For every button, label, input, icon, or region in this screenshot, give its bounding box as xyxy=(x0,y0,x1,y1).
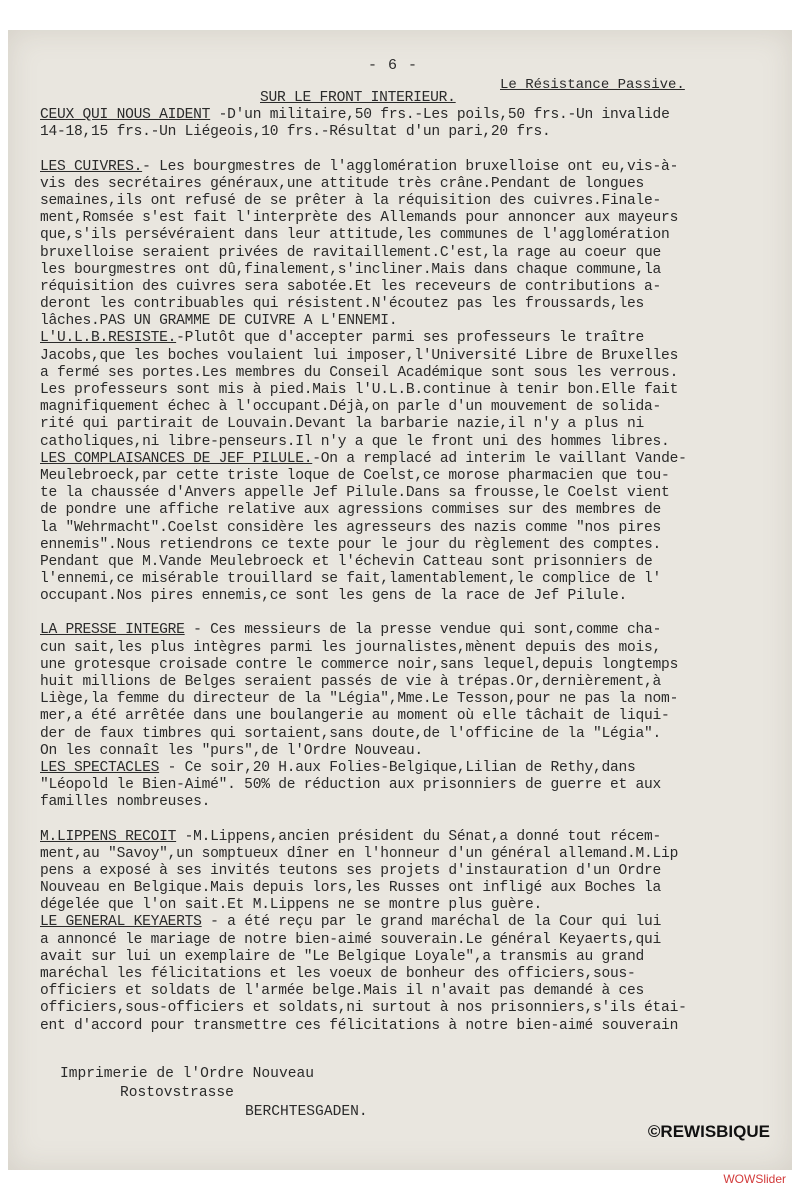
text-line: que,s'ils persévéraient dans leur attitude,les communes de l'agglomération xyxy=(40,227,670,244)
section-heading: LA PRESSE INTEGRE xyxy=(40,622,185,639)
text-line: ment,Romsée s'est fait l'interprète des Allemands pour annoncer aux mayeurs xyxy=(40,210,679,227)
text-line: L'U.L.B.RESISTE.-Plutôt que d'accepter parmi ses professeurs le traître xyxy=(40,330,645,347)
text-line: LA PRESSE INTEGRE - Ces messieurs de la presse vendue qui sont,comme cha- xyxy=(40,622,662,639)
text-line: occupant.Nos pires ennemis,ce sont les gens de la race de Jef Pilule. xyxy=(40,588,628,605)
text-line: Nouveau en Belgique.Mais depuis lors,les Russes ont infligé aux Boches la xyxy=(40,880,662,897)
section-heading: M.LIPPENS RECOIT xyxy=(40,828,177,845)
text-line: huit millions de Belges seraient passés de vie à trépas.Or,dernièrement,à xyxy=(40,674,662,690)
text-line: ent d'accord pour transmettre ces félicitations à notre bien-aimé souverain xyxy=(40,1017,679,1034)
section-heading: SUR LE FRONT INTERIEUR. xyxy=(260,90,456,106)
text-line: LES CUIVRES.- Les bourgmestres de l'agglomération bruxelloise ont eu,vis-à- xyxy=(40,158,679,175)
document-body xyxy=(40,90,770,1035)
imprint-block xyxy=(60,1065,368,1122)
text-line: catholiques,ni libre-penseurs.Il n'y a que le front uni des hommes libres. xyxy=(40,433,670,450)
paragraph-gap xyxy=(40,812,770,829)
section-heading: L'U.L.B.RESISTE. xyxy=(40,330,177,347)
text-line: deront les contribuables qui résistent.N'écoutez pas les froussards,les xyxy=(40,296,645,313)
text-line: ment,au "Savoy",un somptueux dîner en l'honneur d'un général allemand.M.Lip xyxy=(40,845,679,862)
text-line: "Léopold le Bien-Aimé". 50% de réduction aux prisonniers de guerre et aux xyxy=(40,777,662,794)
text-line: LE GENERAL KEYAERTS - a été reçu par le grand maréchal de la Cour qui lui xyxy=(40,914,662,931)
text-line: dégelée que l'on sait.Et M.Lippens ne se montre plus guère. xyxy=(40,897,542,914)
publication-title: Le Résistance Passive. xyxy=(500,77,685,93)
section-title xyxy=(40,90,770,107)
text-line: les bourgmestres ont dû,finalement,s'incliner.Mais dans chaque commune,la xyxy=(40,261,662,278)
text-line: familles nombreuses. xyxy=(40,794,211,811)
text-line: ennemis".Nous retiendrons ce texte pour le jour du règlement des comptes. xyxy=(40,536,662,553)
text-line: te la chaussée d'Anvers appelle Jef Pilule.Dans sa frousse,le Coelst vient xyxy=(40,485,670,502)
text-line: maréchal les félicitations et les voeux de bonheur des officiers,sous- xyxy=(40,966,636,982)
text-line: mer,a été arrêtée dans une boulangerie au moment où elle tâchait de liqui- xyxy=(40,708,670,725)
text-line: LES SPECTACLES - Ce soir,20 H.aux Folies-Belgique,Lilian de Rethy,dans xyxy=(40,759,636,776)
text-line: cun sait,les plus intègres parmi les journalistes,mènent depuis des mois, xyxy=(40,639,662,656)
text-line: Les professeurs sont mis à pied.Mais l'U.L.B.continue à tenir bon.Elle fait xyxy=(40,382,679,398)
imprint-line: Imprimerie de l'Ordre Nouveau xyxy=(60,1066,314,1082)
text-line: Pendant que M.Vande Meulebroeck et l'échevin Catteau sont prisonniers de xyxy=(40,553,653,570)
text-line: Jacobs,que les boches voulaient lui imposer,l'Université Libre de Bruxelles xyxy=(40,347,679,364)
text-line: officiers,sous-officiers et soldats,ni surtout à nos prisonniers,s'ils étai- xyxy=(40,1000,687,1017)
page-number: - 6 - xyxy=(368,57,419,74)
section-heading: LES CUIVRES. xyxy=(40,158,143,175)
section-heading: LE GENERAL KEYAERTS xyxy=(40,914,202,931)
text-line: une grotesque croisade contre le commerce noir,sans lequel,depuis longtemps xyxy=(40,656,679,673)
section-heading: CEUX QUI NOUS AIDENT xyxy=(40,107,211,124)
text-line: magnifiquement échec à l'occupant.Déjà,on parle d'un mouvement de solida- xyxy=(40,399,662,416)
text-line: On les connaît les "purs",de l'Ordre Nouveau. xyxy=(40,742,423,759)
text-line: réquisition des cuivres sera sabotée.Et les receveurs de contributions a- xyxy=(40,278,662,295)
page-header xyxy=(0,55,800,93)
text-line: avait sur lui un exemplaire de "Le Belgique Loyale",a transmis au grand xyxy=(40,948,645,965)
text-line: CEUX QUI NOUS AIDENT -D'un militaire,50 frs.-Les poils,50 frs.-Un invalide xyxy=(40,107,670,124)
text-line: rité qui partirait de Louvain.Devant la barbarie nazie,il n'y a plus ni xyxy=(40,416,645,433)
text-line: Liège,la femme du directeur de la "Légia",Mme.Le Tesson,pour ne pas la nom- xyxy=(40,691,679,708)
text-line: a fermé ses portes.Les membres du Conseil Académique sont sous les verrous. xyxy=(40,364,679,381)
text-line: vis des secrétaires généraux,une attitude très crâne.Pendant de longues xyxy=(40,175,645,192)
text-line: LES COMPLAISANCES DE JEF PILULE.-On a remplacé ad interim le vaillant Vande- xyxy=(40,450,687,467)
section-heading: LES COMPLAISANCES DE JEF PILULE. xyxy=(40,450,313,467)
section-heading: LES SPECTACLES xyxy=(40,759,160,776)
text-line: der de faux timbres qui sortaient,sans doute,de l'officine de la "Légia". xyxy=(40,725,662,742)
text-line: lâches.PAS UN GRAMME DE CUIVRE A L'ENNEMI. xyxy=(40,313,398,330)
text-line: M.LIPPENS RECOIT -M.Lippens,ancien président du Sénat,a donné tout récem- xyxy=(40,828,662,845)
text-line: officiers et soldats de l'armée belge.Mais il n'avait pas demandé à ces xyxy=(40,983,645,1000)
text-line: la "Wehrmacht".Coelst considère les agresseurs des nazis comme "nos pires xyxy=(40,519,662,536)
copyright-watermark: ©REWISBIQUE xyxy=(647,1122,770,1141)
imprint-line: Rostovstrasse xyxy=(120,1085,234,1101)
slider-logo: WOWSlider xyxy=(723,1172,786,1186)
paragraph-gap xyxy=(40,605,770,622)
text-line: 14-18,15 frs.-Un Liégeois,10 frs.-Résultat d'un pari,20 frs. xyxy=(40,124,551,141)
text-line: Meulebroeck,par cette triste loque de Coelst,ce morose pharmacien que tou- xyxy=(40,467,670,484)
text-line: bruxelloise seraient privées de ravitaillement.C'est,la rage au coeur que xyxy=(40,244,662,261)
text-line: pens a exposé à ses invités teutons ses projets d'instauration d'un Ordre xyxy=(40,862,662,879)
text-line: semaines,ils ont refusé de se prêter à la réquisition des cuivres.Finale- xyxy=(40,192,662,209)
text-line: de pondre une affiche relative aux agressions commises sur des membres de xyxy=(40,502,662,519)
text-line: l'ennemi,ce misérable trouillard se fait,lamentablement,le complice de l' xyxy=(40,571,662,588)
imprint-line: BERCHTESGADEN. xyxy=(245,1104,368,1120)
paragraph-gap xyxy=(40,142,770,159)
text-line: a annoncé le mariage de notre bien-aimé souverain.Le général Keyaerts,qui xyxy=(40,931,662,948)
